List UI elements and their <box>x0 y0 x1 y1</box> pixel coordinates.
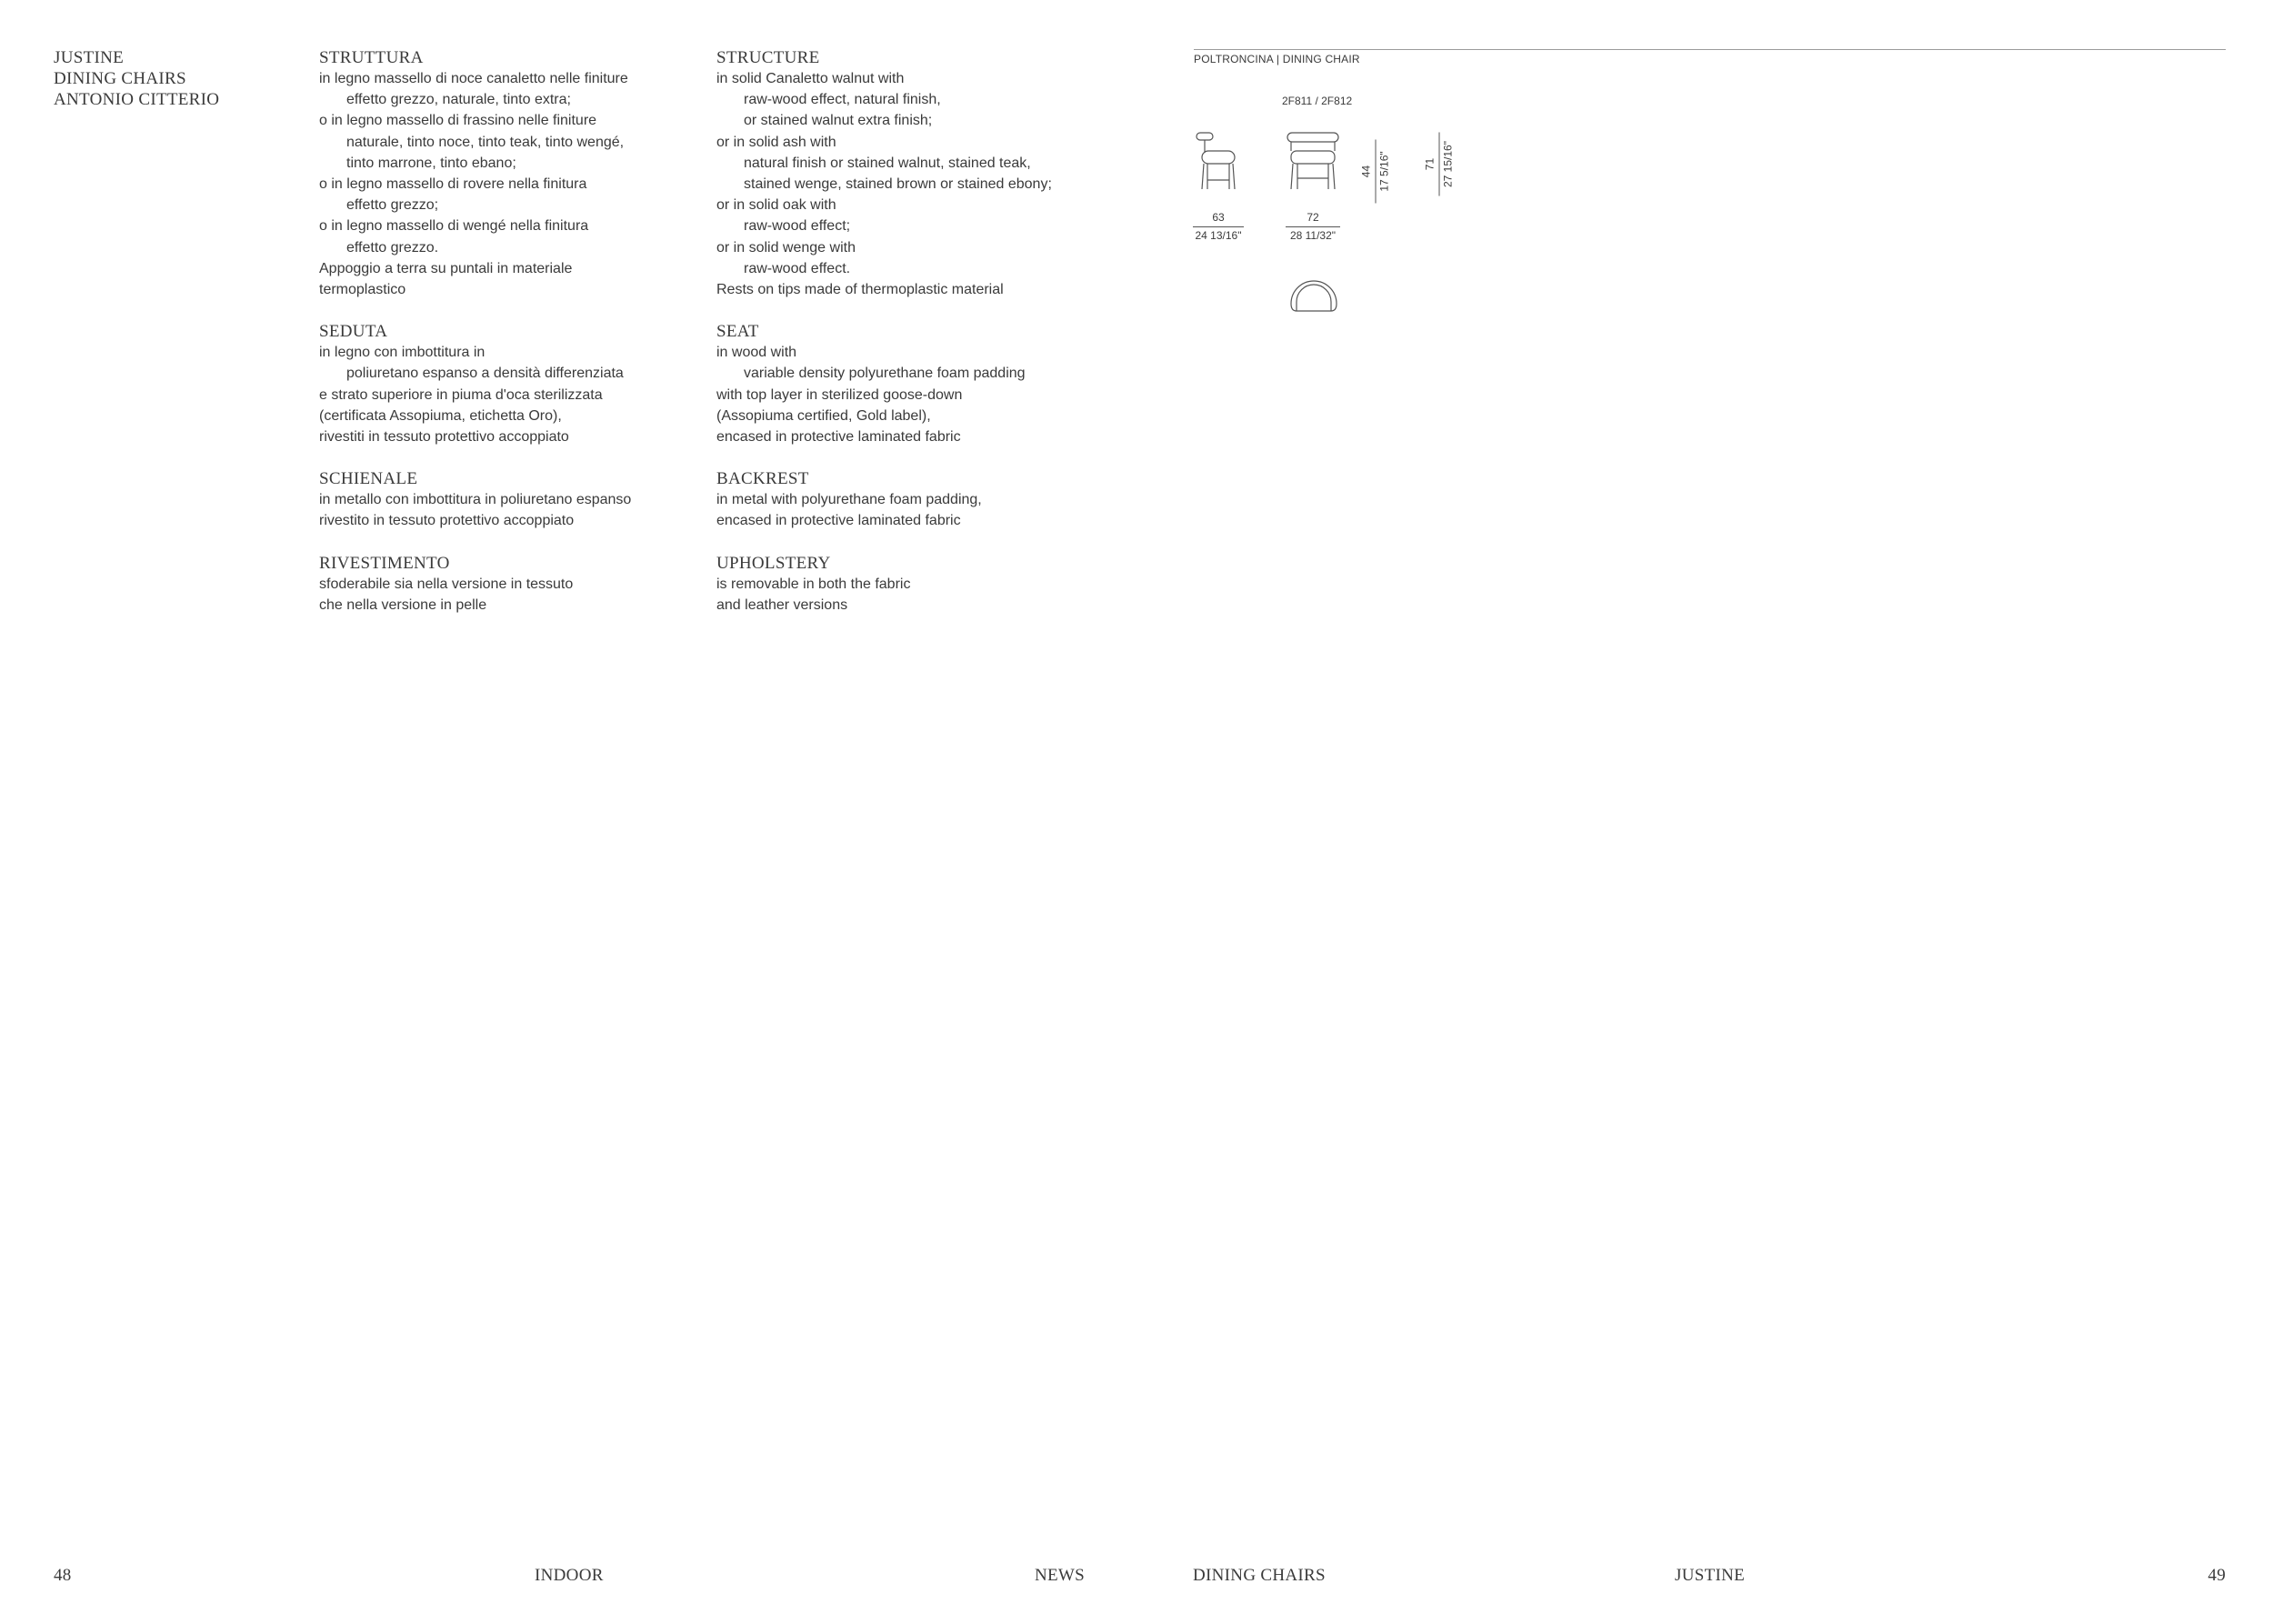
chair-front-view-drawing <box>1286 131 1340 193</box>
section-line: sfoderabile sia nella versione in tessuto <box>319 576 574 592</box>
section-line: in legno massello di noce canaletto nelle finiture <box>319 71 628 86</box>
width-in: 28 11/32" <box>1289 229 1337 242</box>
footer-section-right: DINING CHAIRS <box>1193 1566 1326 1585</box>
page-number-left: 48 <box>54 1566 72 1585</box>
seat-height-cm: 44 <box>1360 140 1377 204</box>
spec-section <box>716 553 1135 616</box>
section-line: (Assopiuma certified, Gold label), <box>716 407 931 424</box>
section-heading: SCHIENALE <box>319 469 418 489</box>
section-line: stained wenge, stained brown or stained ebony; <box>744 176 1052 193</box>
spec-section <box>716 468 1135 531</box>
section-line: natural finish or stained walnut, stained teak, <box>744 155 1031 171</box>
section-line: in metallo con imbottitura in poliuretano espanso <box>319 492 632 508</box>
product-name: JUSTINE <box>54 48 125 67</box>
depth-cm: 63 <box>1193 211 1244 227</box>
section-line: Appoggio a terra su puntali in materiale <box>319 260 573 276</box>
product-codes: 2F811 / 2F812 <box>1282 95 1353 107</box>
footer-section-left: INDOOR <box>535 1566 604 1585</box>
section-line: o in legno massello di wengé nella finitura <box>319 218 589 235</box>
italian-specs-column <box>319 47 710 637</box>
chair-side-view-drawing <box>1193 131 1244 193</box>
section-line: effetto grezzo; <box>346 197 439 214</box>
section-line: tinto marrone, tinto ebano; <box>346 155 516 171</box>
section-line: o in legno massello di frassino nelle finiture <box>319 113 597 129</box>
section-line: effetto grezzo, naturale, tinto extra; <box>346 92 571 108</box>
spec-section <box>716 47 1135 300</box>
height-cm: 71 <box>1424 133 1440 196</box>
section-line: poliuretano espanso a densità differenziata <box>346 366 624 382</box>
section-line: raw-wood effect, natural finish, <box>744 92 941 108</box>
height-in: 27 15/16" <box>1441 141 1455 187</box>
spec-section <box>319 47 710 300</box>
section-line: effetto grezzo. <box>346 239 439 256</box>
seat-height-in: 17 5/16" <box>1377 151 1391 192</box>
section-line: che nella versione in pelle <box>319 596 487 613</box>
section-line: naturale, tinto noce, tinto teak, tinto wengé, <box>346 134 625 150</box>
drawing-category-label: POLTRONCINA | DINING CHAIR <box>1194 53 1360 65</box>
section-line: termoplastico <box>319 282 406 298</box>
section-heading: BACKREST <box>716 469 809 489</box>
section-line: encased in protective laminated fabric <box>716 429 961 446</box>
spec-section <box>319 553 710 616</box>
section-line: is removable in both the fabric <box>716 576 911 592</box>
section-line: in metal with polyurethane foam padding, <box>716 492 982 508</box>
section-line: rivestiti in tessuto protettivo accoppiato <box>319 429 569 446</box>
section-line: in legno con imbottitura in <box>319 345 486 361</box>
width-dimension <box>1286 211 1340 243</box>
footer-product-right: JUSTINE <box>1675 1566 1746 1585</box>
depth-in: 24 13/16" <box>1195 229 1242 242</box>
overall-height-dimension <box>1424 133 1456 196</box>
section-heading: STRUCTURE <box>716 48 820 67</box>
product-designer: ANTONIO CITTERIO <box>54 90 220 109</box>
section-line: Rests on tips made of thermoplastic material <box>716 282 1004 298</box>
section-line: in wood with <box>716 345 797 361</box>
seat-height-dimension <box>1360 140 1392 204</box>
section-line: e strato superiore in piuma d'oca sterilizzata <box>319 386 603 403</box>
product-category: DINING CHAIRS <box>54 69 186 88</box>
section-heading: RIVESTIMENTO <box>319 553 450 573</box>
section-heading: STRUTTURA <box>319 48 424 67</box>
section-line: rivestito in tessuto protettivo accoppiato <box>319 513 575 529</box>
section-line: with top layer in sterilized goose-down <box>716 386 963 403</box>
section-heading: SEDUTA <box>319 322 388 342</box>
section-line: in solid Canaletto walnut with <box>716 71 905 86</box>
section-line: o in legno massello di rovere nella finitura <box>319 176 587 193</box>
width-cm: 72 <box>1286 211 1340 227</box>
spec-section <box>716 321 1135 447</box>
section-line: variable density polyurethane foam padding <box>744 366 1026 382</box>
depth-dimension <box>1193 211 1244 243</box>
footer-tag-left: NEWS <box>1035 1566 1086 1585</box>
section-line: encased in protective laminated fabric <box>716 513 961 529</box>
section-line: raw-wood effect; <box>744 218 851 235</box>
page-number-right: 49 <box>2208 1566 2226 1585</box>
section-line: (certificata Assopiuma, etichetta Oro), <box>319 407 562 424</box>
section-line: raw-wood effect. <box>744 260 851 276</box>
section-line: or stained walnut extra finish; <box>744 113 933 129</box>
header-rule <box>1194 49 2226 50</box>
product-identification <box>54 47 219 110</box>
section-line: or in solid oak with <box>716 197 836 214</box>
english-specs-column <box>716 47 1135 637</box>
section-line: and leather versions <box>716 596 848 613</box>
section-line: or in solid wenge with <box>716 239 856 256</box>
section-line: or in solid ash with <box>716 134 836 150</box>
section-heading: UPHOLSTERY <box>716 553 831 573</box>
spec-section <box>319 321 710 447</box>
spec-section <box>319 468 710 531</box>
section-heading: SEAT <box>716 322 759 342</box>
chair-top-view-drawing <box>1286 267 1342 320</box>
